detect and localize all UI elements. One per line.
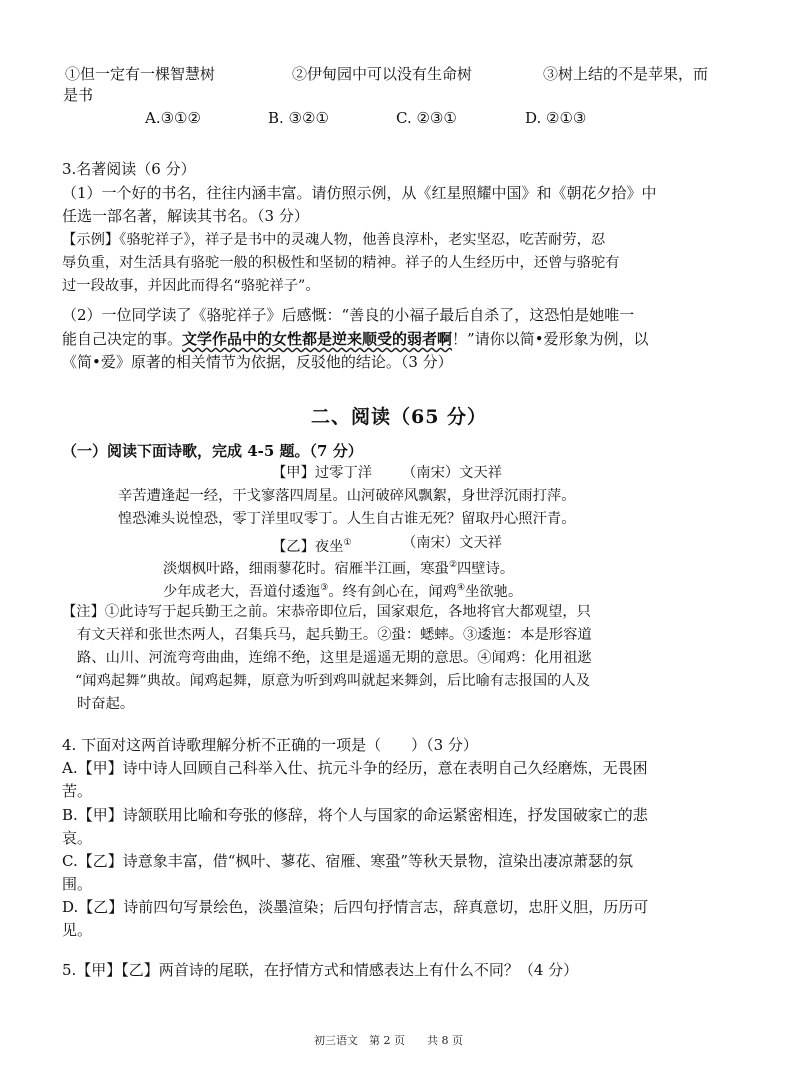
q3-example-line3: 过一段故事，并因此而得名“骆驼祥子”。 [62,278,320,294]
poem-b-line2-mid: 。终有剑心在，闻鸡 [328,583,458,600]
poem-a-author: （南宋）文天祥 [402,465,503,481]
q3-part2-line1: （2）一位同学读了《骆驼祥子》后感慨：“善良的小福子最后自杀了，这恐怕是她唯一 [62,306,635,324]
page-footer: 初三语文 第 2 页 共 8 页 [314,1034,463,1047]
q3-example-line1: 【示例】《骆驼祥子》，祥子是书中的灵魂人物，他善良淳朴，老实坚忍，吃苦耐劳，忍 [62,232,606,248]
option-item-3: ③树上结的不是苹果，而 [543,65,709,83]
poem-b-title [272,533,352,557]
q4-option-d-line1: D.【乙】诗前四句写景绘色，淡墨渲染；后四句抒情言志，辞真意切，忠肝义胆，历历可 [62,898,649,916]
choice-d: D. ②①③ [525,109,587,127]
notes-line4: “闻鸡起舞”典故。闻鸡起舞，原意为听到鸡叫就起来舞剑，后比喻有志报国的人及 [75,673,591,689]
q3-part2-line2-end: ！”请你以简•爱形象为例，以 [452,330,649,348]
poem-b-line1-text: 淡烟枫叶路，细雨蓼花时。宿雁半江画，寒蛩 [163,560,449,577]
option-item-3-continued: 是书 [63,86,94,104]
q3-part2-line2 [62,329,649,349]
poem-b-line1 [163,555,514,579]
q4-option-c-line1: C.【乙】诗意象丰富，借“枫叶、蓼花、宿雁、寒蛩”等秋天景物，渲染出凄凉萧瑟的氛 [62,852,634,870]
q4-option-c-line2: 围。 [62,875,93,893]
notes-line1: 【注】①此诗写于起兵勤王之前。宋恭帝即位后，国家艰危，各地将官大都观望，只 [62,604,591,620]
option-item-2: ②伊甸园中可以没有生命树 [292,65,473,83]
poem-a-line2: 惶恐滩头说惶恐，零丁洋里叹零丁。人生自古谁无死？留取丹心照汗青。 [118,511,576,527]
poem-b-line2-text: 少年成老大，吾道付逶迤 [163,583,321,600]
footnote-marker: ④ [457,583,466,593]
choice-a: A.③①② [145,109,201,127]
option-item-1: ①但一定有一棵智慧树 [65,65,216,83]
q4-option-d-line2: 见。 [62,921,93,939]
notes-line5: 时奋起。 [77,696,135,712]
poem-b-line1-end: 四壁诗。 [457,560,515,577]
poem-a-line1: 辛苦遭逢起一经，干戈寥落四周星。山河破碎风飘絮，身世浮沉雨打萍。 [118,488,576,504]
poem-b-title-text: 【乙】夜坐 [272,538,344,555]
notes-line3: 路、山川、河流弯弯曲曲，连绵不绝，这里是遥遥无期的意思。④闻鸡：化用祖逖 [77,650,592,666]
q3-part1-line2: 任选一部名著，解读其书名。（3 分） [62,207,309,225]
section-subtitle: （一）阅读下面诗歌，完成 4-5 题。（7 分） [62,442,363,460]
q4-option-b-line1: B.【甲】诗颔联用比喻和夸张的修辞，将个人与国家的命运紧密相连，抒发国破家亡的悲 [62,806,648,824]
poem-a-title: 【甲】过零丁洋 [272,465,373,481]
choice-b: B. ③②① [268,109,329,127]
q3-part2-line3: 《简•爱》原著的相关情节为依据，反驳他的结论。（3 分） [62,353,453,371]
q4-option-a-line1: A.【甲】诗中诗人回顾自己科举入仕、抗元斗争的经历，意在表明自己久经磨炼，无畏困 [62,759,648,777]
emphasized-claim: 文学作品中的女性都是逆来顺受的弱者啊 [182,330,453,348]
choice-c: C. ②③① [396,109,457,127]
footnote-marker: ③ [320,583,329,593]
q3-part1-line1: （1）一个好的书名，往往内涵丰富。请仿照示例，从《红星照耀中国》和《朝花夕拾》中 [62,184,657,202]
poem-b-author: （南宋）文天祥 [402,535,503,551]
q3-heading: 3.名著阅读（6 分） [62,160,196,178]
poem-b-line2-end: 坐欲驰。 [465,583,523,600]
q3-example-line2: 辱负重，对生活具有骆驼一般的积极性和坚韧的精神。祥子的人生经历中，还曾与骆驼有 [62,255,620,271]
footnote-marker: ② [448,560,458,570]
poem-b-line2 [163,578,522,602]
section-title: 二、阅读（65 分） [311,406,488,428]
q4-option-b-line2: 哀。 [62,829,93,847]
q4-option-a-line2: 苦。 [62,782,93,800]
q5-stem: 5.【甲】【乙】两首诗的尾联，在抒情方式和情感表达上有什么不同？（4 分） [62,961,579,979]
notes-line2: 有文天祥和张世杰两人，召集兵马，起兵勤王。②蛩：蟋蟀。③逶迤：本是形容道 [77,627,592,643]
footnote-marker: ① [343,538,352,548]
q4-stem: 4. 下面对这两首诗歌理解分析不正确的一项是（ ）（3 分） [62,736,478,754]
q3-part2-line2-start: 能自己决定的事。 [62,330,183,348]
